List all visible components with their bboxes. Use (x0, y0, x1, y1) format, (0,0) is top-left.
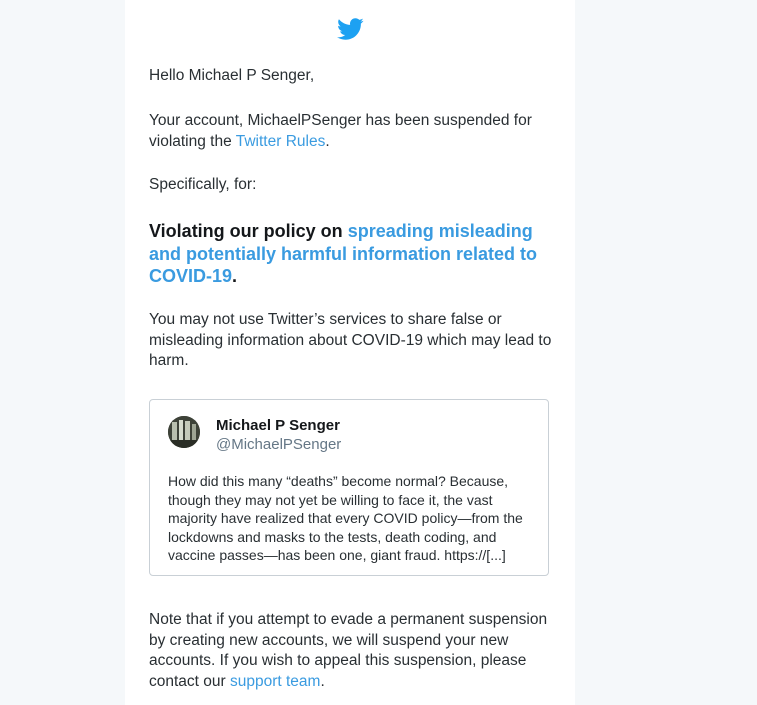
twitter-rules-link[interactable]: Twitter Rules (235, 132, 326, 150)
greeting: Hello Michael P Senger, (149, 67, 315, 84)
twitter-bird-icon (334, 15, 366, 43)
account-notice-text: Your account, MichaelPSenger has been suspended for violating the (149, 112, 532, 150)
tweet-author-name: Michael P Senger (216, 417, 340, 434)
specifically-label: Specifically, for: (149, 176, 257, 193)
covid-policy-link[interactable]: spreading misleading and potentially harmful information related to COVID-19 (149, 221, 538, 286)
appeal-note (149, 610, 554, 692)
tweet-author-handle: @MichaelPSenger (216, 436, 342, 453)
policy-violation (149, 220, 554, 288)
email-card (125, 0, 575, 705)
support-team-link[interactable]: support team (230, 672, 321, 690)
tweet-text: How did this many “deaths” become normal? Because, though they may not yet be willing to face it, the vast majority have realized that every COVID policy—from the lockdowns and masks to the tests, death coding, and vaccine passes—has been one, giant fraud. https://[...] (168, 473, 523, 563)
avatar (168, 416, 200, 448)
policy-notice: You may not use Twitter’s services to share false or misleading information about COVID-19 which may lead to harm. (149, 311, 552, 369)
account-notice-period: . (325, 132, 330, 150)
policy-period: . (232, 266, 238, 286)
policy-text: Violating our policy on (149, 221, 348, 241)
appeal-note-period: . (320, 672, 325, 690)
tweet-card[interactable] (149, 399, 549, 576)
appeal-note-text: Note that if you attempt to evade a permanent suspension by creating new accounts, we will suspend your new accounts. If you wish to appeal this suspension, please contact our (149, 611, 548, 690)
account-suspended-notice (149, 111, 554, 152)
